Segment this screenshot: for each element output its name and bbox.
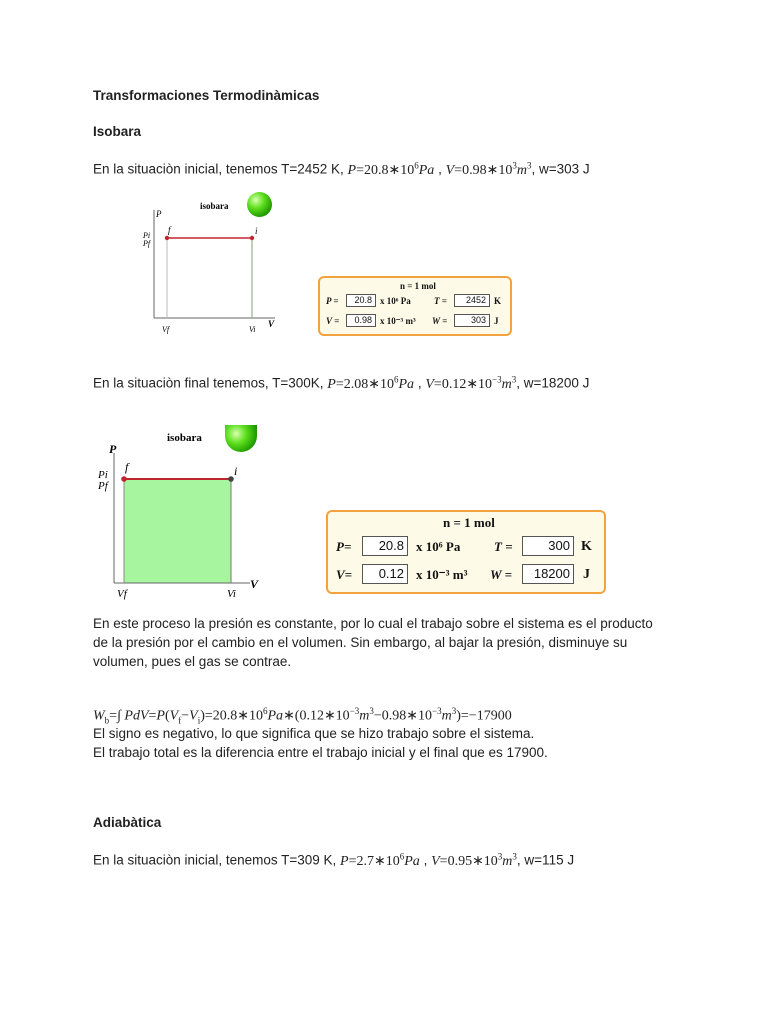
isobara-initial-line: En la situaciòn inicial, tenemos T=2452 K, $P=20.8∗10^6Pa$ , $V=0.98∗10^3m^3$, w=303 J [93,160,590,178]
tick-vf-label: Vf [162,325,170,334]
adiabatica-initial-line: En la situaciòn inicial, tenemos T=309 K, $P=2.7∗10^6Pa$ , $V=0.95∗10^3m^3$, w=115 J [93,851,575,869]
v-unit: x 10⁻³ m³ [380,316,416,326]
document-title: Transformaciones Termodinàmicas [93,88,320,103]
work-result: −17900 [468,708,512,724]
v-value-box: 0.12 [362,564,408,584]
tick-vf-label: Vf [117,588,127,600]
adiabatica-volume-formula: $V=0.95∗10^3m^3$ [431,851,517,869]
section-heading-isobara: Isobara [93,124,142,139]
v-label: V= [336,567,353,582]
work-formula: $W_b=\int$ $PdV=P(V_f-V_i)=20.8∗10^6Pa∗(0.12∗10^{-3}m^3-0.98∗10^{-3}m^3)=-17900$ [93,706,512,726]
p-label: P= [336,539,352,554]
final-pressure-formula: $P=2.08∗10^6Pa$ [327,374,415,392]
axis-v-label: V [268,319,275,329]
point-i-label: i [255,226,258,236]
tick-vi-label: Vi [227,588,236,600]
initial-text: En la situaciòn inicial, tenemos T=2452 K, [93,161,344,177]
p-unit: x 10⁶ Pa [380,296,411,306]
note-negative-sign: El signo es negativo, lo que significa que se hizo trabajo sobre el sistema. [93,726,535,741]
p-value-box: 20.8 [362,536,408,556]
status-ball-icon [247,192,272,217]
p-unit: x 10⁶ Pa [416,539,461,554]
t-label: T = [494,539,513,554]
diagram-title: isobara [200,201,229,211]
p-label: P = [326,296,339,306]
point-f-label: f [125,460,129,474]
isobara-final-line: En la situaciòn final tenemos, T=300K, $P=2.08∗10^6Pa$ , $V=0.12∗10^{-3}m^3$, w=18200 J [93,374,590,392]
section-heading-adiabatica: Adiabàtica [93,815,162,830]
state-panel-final [326,510,606,594]
state-panel-initial [318,276,512,336]
final-work: , w=18200 J [516,375,590,391]
w-value-box: 303 [454,314,490,327]
v-unit: x 10⁻³ m³ [416,567,468,582]
t-label: T = [434,296,447,306]
w-label: W = [490,567,512,582]
axis-p-label: P [156,209,162,219]
adiabatica-pressure-formula: $P=2.7∗10^6Pa$ [340,851,420,869]
v-label: V = [326,316,340,326]
w-unit: J [583,567,590,582]
initial-work: , w=303 J [531,161,590,177]
final-volume-formula: $V=0.12∗10^{-3}m^3$ [425,374,517,392]
initial-pressure-formula: $P=20.8∗10^6Pa$ [347,160,435,178]
initial-volume-formula: $V=0.98∗10^3m^3$ [445,160,532,178]
tick-vi-label: Vi [249,325,256,334]
t-value-box: 2452 [454,294,490,307]
axis-p-label: P [109,442,117,456]
pv-diagram-final [90,425,270,605]
adiabatica-initial-work: , w=115 J [516,852,575,868]
adiabatica-initial-text: En la situaciòn inicial, tenemos T=309 K, [93,852,337,868]
axis-v-label: V [250,577,259,591]
diagram-title: isobara [167,432,202,444]
mol-label: n = 1 mol [400,281,436,291]
t-value-box: 300 [522,536,574,556]
t-unit: K [494,296,502,306]
tick-pi-label: Pi [98,469,108,481]
tick-pf-label: Pf [98,480,108,492]
p-value-box: 20.8 [346,294,376,307]
t-unit: K [581,539,592,554]
v-value-box: 0.98 [346,314,376,327]
note-total-work: El trabajo total es la diferencia entre el trabajo inicial y el final que es 17900. [93,745,548,760]
point-f-label: f [168,225,171,235]
point-i-label: i [234,464,238,478]
w-label: W = [432,316,448,326]
tick-pi-label: Pi [143,231,151,240]
mol-label: n = 1 mol [443,515,495,530]
tick-pf-label: Pf [143,239,151,248]
isobara-explanation: En este proceso la presión es constante, por lo cual el trabajo sobre el sistema es el producto de la presión por el cambio en el volumen. Sin embargo, al bajar la presión, disminuye su volumen, pues el gas se contrae. [93,616,653,669]
w-value-box: 18200 [522,564,574,584]
final-text: En la situaciòn final tenemos, T=300K, [93,375,324,391]
w-unit: J [494,316,499,326]
